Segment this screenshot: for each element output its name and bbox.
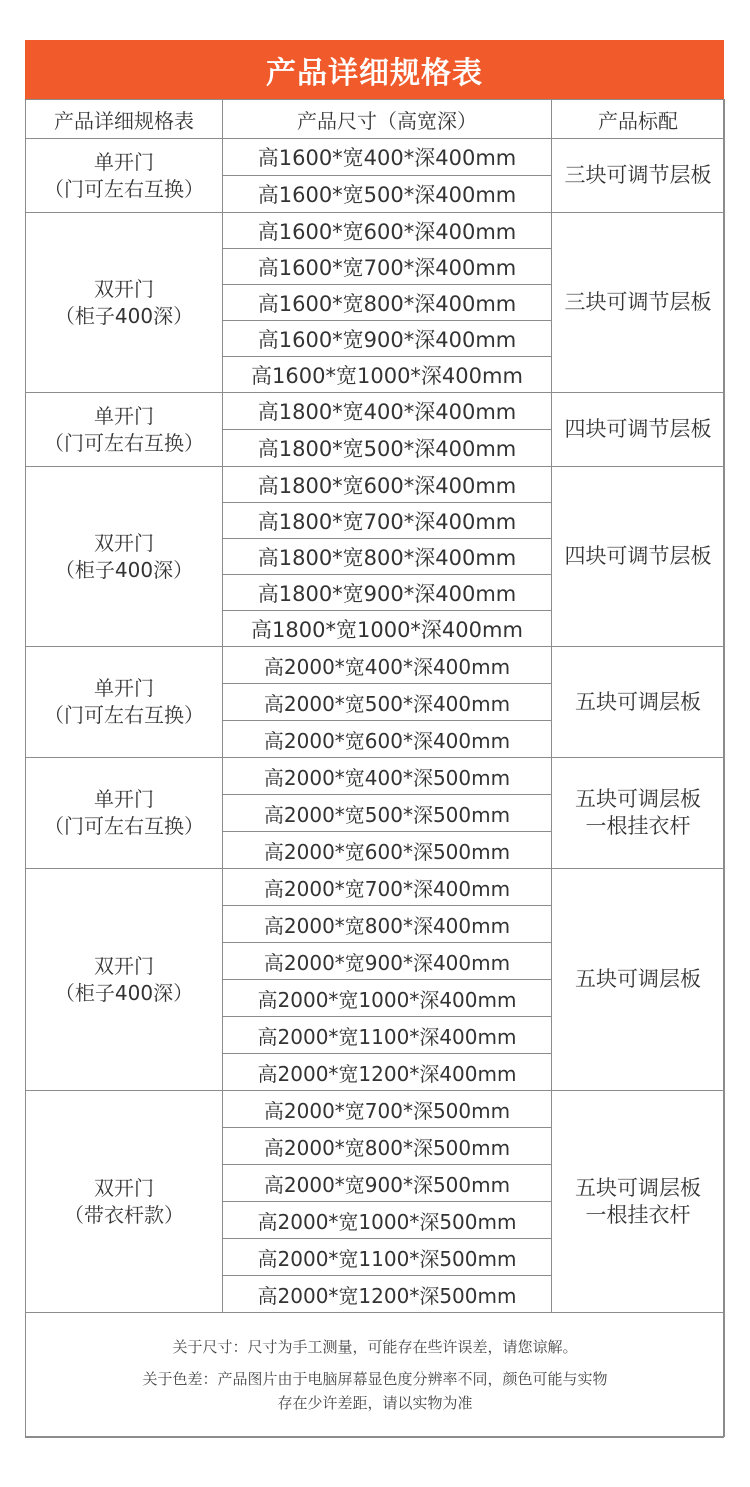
size-cell: 高2000*宽600*深400mm xyxy=(223,721,552,758)
product-type-cell xyxy=(26,1091,223,1313)
size-cell: 高1800*宽900*深400mm xyxy=(223,575,552,611)
product-type-line: 双开门 xyxy=(94,530,154,555)
standard-config-cell xyxy=(552,213,725,393)
size-cell: 高2000*宽500*深400mm xyxy=(223,684,552,721)
table-row xyxy=(26,467,725,503)
standard-config-line: 五块可调层板 xyxy=(575,967,701,991)
size-cell: 高2000*宽1000*深400mm xyxy=(223,980,552,1017)
size-cell: 高2000*宽1200*深500mm xyxy=(223,1276,552,1313)
product-type-cell xyxy=(26,139,223,213)
size-cell: 高2000*宽700*深500mm xyxy=(223,1091,552,1128)
size-cell: 高1800*宽1000*深400mm xyxy=(223,611,552,647)
table-row xyxy=(26,1091,725,1128)
product-type-cell xyxy=(26,758,223,869)
size-cell: 高1600*宽1000*深400mm xyxy=(223,357,552,393)
product-type-line: 双开门 xyxy=(94,276,154,301)
size-cell: 高2000*宽400*深400mm xyxy=(223,647,552,684)
size-cell: 高1600*宽600*深400mm xyxy=(223,213,552,249)
color-note-line: 存在少许差距，请以实物为准 xyxy=(277,1393,473,1412)
product-type-line: 单开门 xyxy=(94,403,154,428)
page-title: 产品详细规格表 xyxy=(25,40,724,99)
size-cell: 高1600*宽900*深400mm xyxy=(223,321,552,357)
standard-config-cell xyxy=(552,1091,725,1313)
product-type-line: 单开门 xyxy=(94,149,154,174)
size-cell: 高2000*宽800*深500mm xyxy=(223,1128,552,1165)
product-type-line: （门可左右互换） xyxy=(44,176,204,201)
size-cell: 高2000*宽1100*深400mm xyxy=(223,1017,552,1054)
product-type-cell xyxy=(26,869,223,1091)
color-note xyxy=(26,1367,724,1415)
standard-config-cell xyxy=(552,869,725,1091)
size-cell: 高1800*宽500*深400mm xyxy=(223,430,552,467)
size-cell: 高2000*宽600*深500mm xyxy=(223,832,552,869)
product-type-line: 双开门 xyxy=(94,1175,154,1200)
standard-config-line: 五块可调层板 xyxy=(575,1175,701,1200)
standard-config-line: 一根挂衣杆 xyxy=(585,1202,691,1227)
size-cell: 高2000*宽900*深500mm xyxy=(223,1165,552,1202)
size-cell: 高1600*宽400*深400mm xyxy=(223,139,552,176)
table-row xyxy=(26,869,725,906)
standard-config-line: 五块可调层板 xyxy=(575,787,701,811)
product-type-line: （带衣杆款） xyxy=(64,1202,184,1227)
product-type-line: （柜子400深） xyxy=(54,980,194,1005)
standard-config-line: 三块可调节层板 xyxy=(564,163,712,187)
size-cell: 高1600*宽800*深400mm xyxy=(223,285,552,321)
size-cell: 高2000*宽1100*深500mm xyxy=(223,1239,552,1276)
standard-config-line: 五块可调层板 xyxy=(575,689,701,714)
spec-table xyxy=(25,99,725,1437)
size-cell: 高2000*宽500*深500mm xyxy=(223,795,552,832)
standard-config-cell xyxy=(552,139,725,213)
standard-config-cell xyxy=(552,393,725,467)
product-type-line: （柜子400深） xyxy=(54,557,194,582)
product-type-line: （门可左右互换） xyxy=(44,703,204,727)
size-cell: 高2000*宽1200*深400mm xyxy=(223,1054,552,1091)
notes-cell xyxy=(26,1313,725,1437)
table-row xyxy=(26,393,725,430)
header-standard: 产品标配 xyxy=(552,100,725,139)
notes-row xyxy=(26,1313,725,1437)
header-type: 产品详细规格表 xyxy=(26,100,223,139)
size-cell: 高1600*宽500*深400mm xyxy=(223,176,552,213)
standard-config-cell xyxy=(552,467,725,647)
product-type-line: （门可左右互换） xyxy=(44,814,204,838)
table-header-row xyxy=(26,100,725,139)
size-cell: 高2000*宽800*深400mm xyxy=(223,906,552,943)
product-type-cell xyxy=(26,213,223,393)
product-type-line: （柜子400深） xyxy=(54,303,194,328)
size-cell: 高1800*宽800*深400mm xyxy=(223,539,552,575)
table-row xyxy=(26,758,725,795)
size-cell: 高2000*宽400*深500mm xyxy=(223,758,552,795)
standard-config-cell xyxy=(552,758,725,869)
product-type-cell xyxy=(26,647,223,758)
size-cell: 高1800*宽400*深400mm xyxy=(223,393,552,430)
size-cell: 高2000*宽1000*深500mm xyxy=(223,1202,552,1239)
size-cell: 高2000*宽900*深400mm xyxy=(223,943,552,980)
product-type-cell xyxy=(26,393,223,467)
header-size: 产品尺寸（高宽深） xyxy=(223,100,552,139)
standard-config-line: 四块可调节层板 xyxy=(564,417,712,441)
size-cell: 高1800*宽700*深400mm xyxy=(223,503,552,539)
spec-table-body xyxy=(26,139,725,1313)
product-type-line: （门可左右互换） xyxy=(44,430,204,455)
product-type-line: 单开门 xyxy=(94,676,154,700)
size-cell: 高1600*宽700*深400mm xyxy=(223,249,552,285)
table-row xyxy=(26,647,725,684)
table-row xyxy=(26,139,725,176)
color-note-line: 关于色差：产品图片由于电脑屏幕显色度分辨率不同，颜色可能与实物 xyxy=(142,1369,608,1388)
standard-config-line: 四块可调节层板 xyxy=(564,544,712,568)
size-cell: 高1800*宽600*深400mm xyxy=(223,467,552,503)
size-note: 关于尺寸：尺寸为手工测量，可能存在些许误差，请您谅解。 xyxy=(172,1337,578,1356)
table-row xyxy=(26,213,725,249)
standard-config-line: 三块可调节层板 xyxy=(564,290,712,314)
size-cell: 高2000*宽700*深400mm xyxy=(223,869,552,906)
product-type-cell xyxy=(26,467,223,647)
product-type-line: 双开门 xyxy=(94,953,154,978)
product-type-line: 单开门 xyxy=(94,787,154,811)
standard-config-line: 一根挂衣杆 xyxy=(585,814,691,838)
standard-config-cell xyxy=(552,647,725,758)
